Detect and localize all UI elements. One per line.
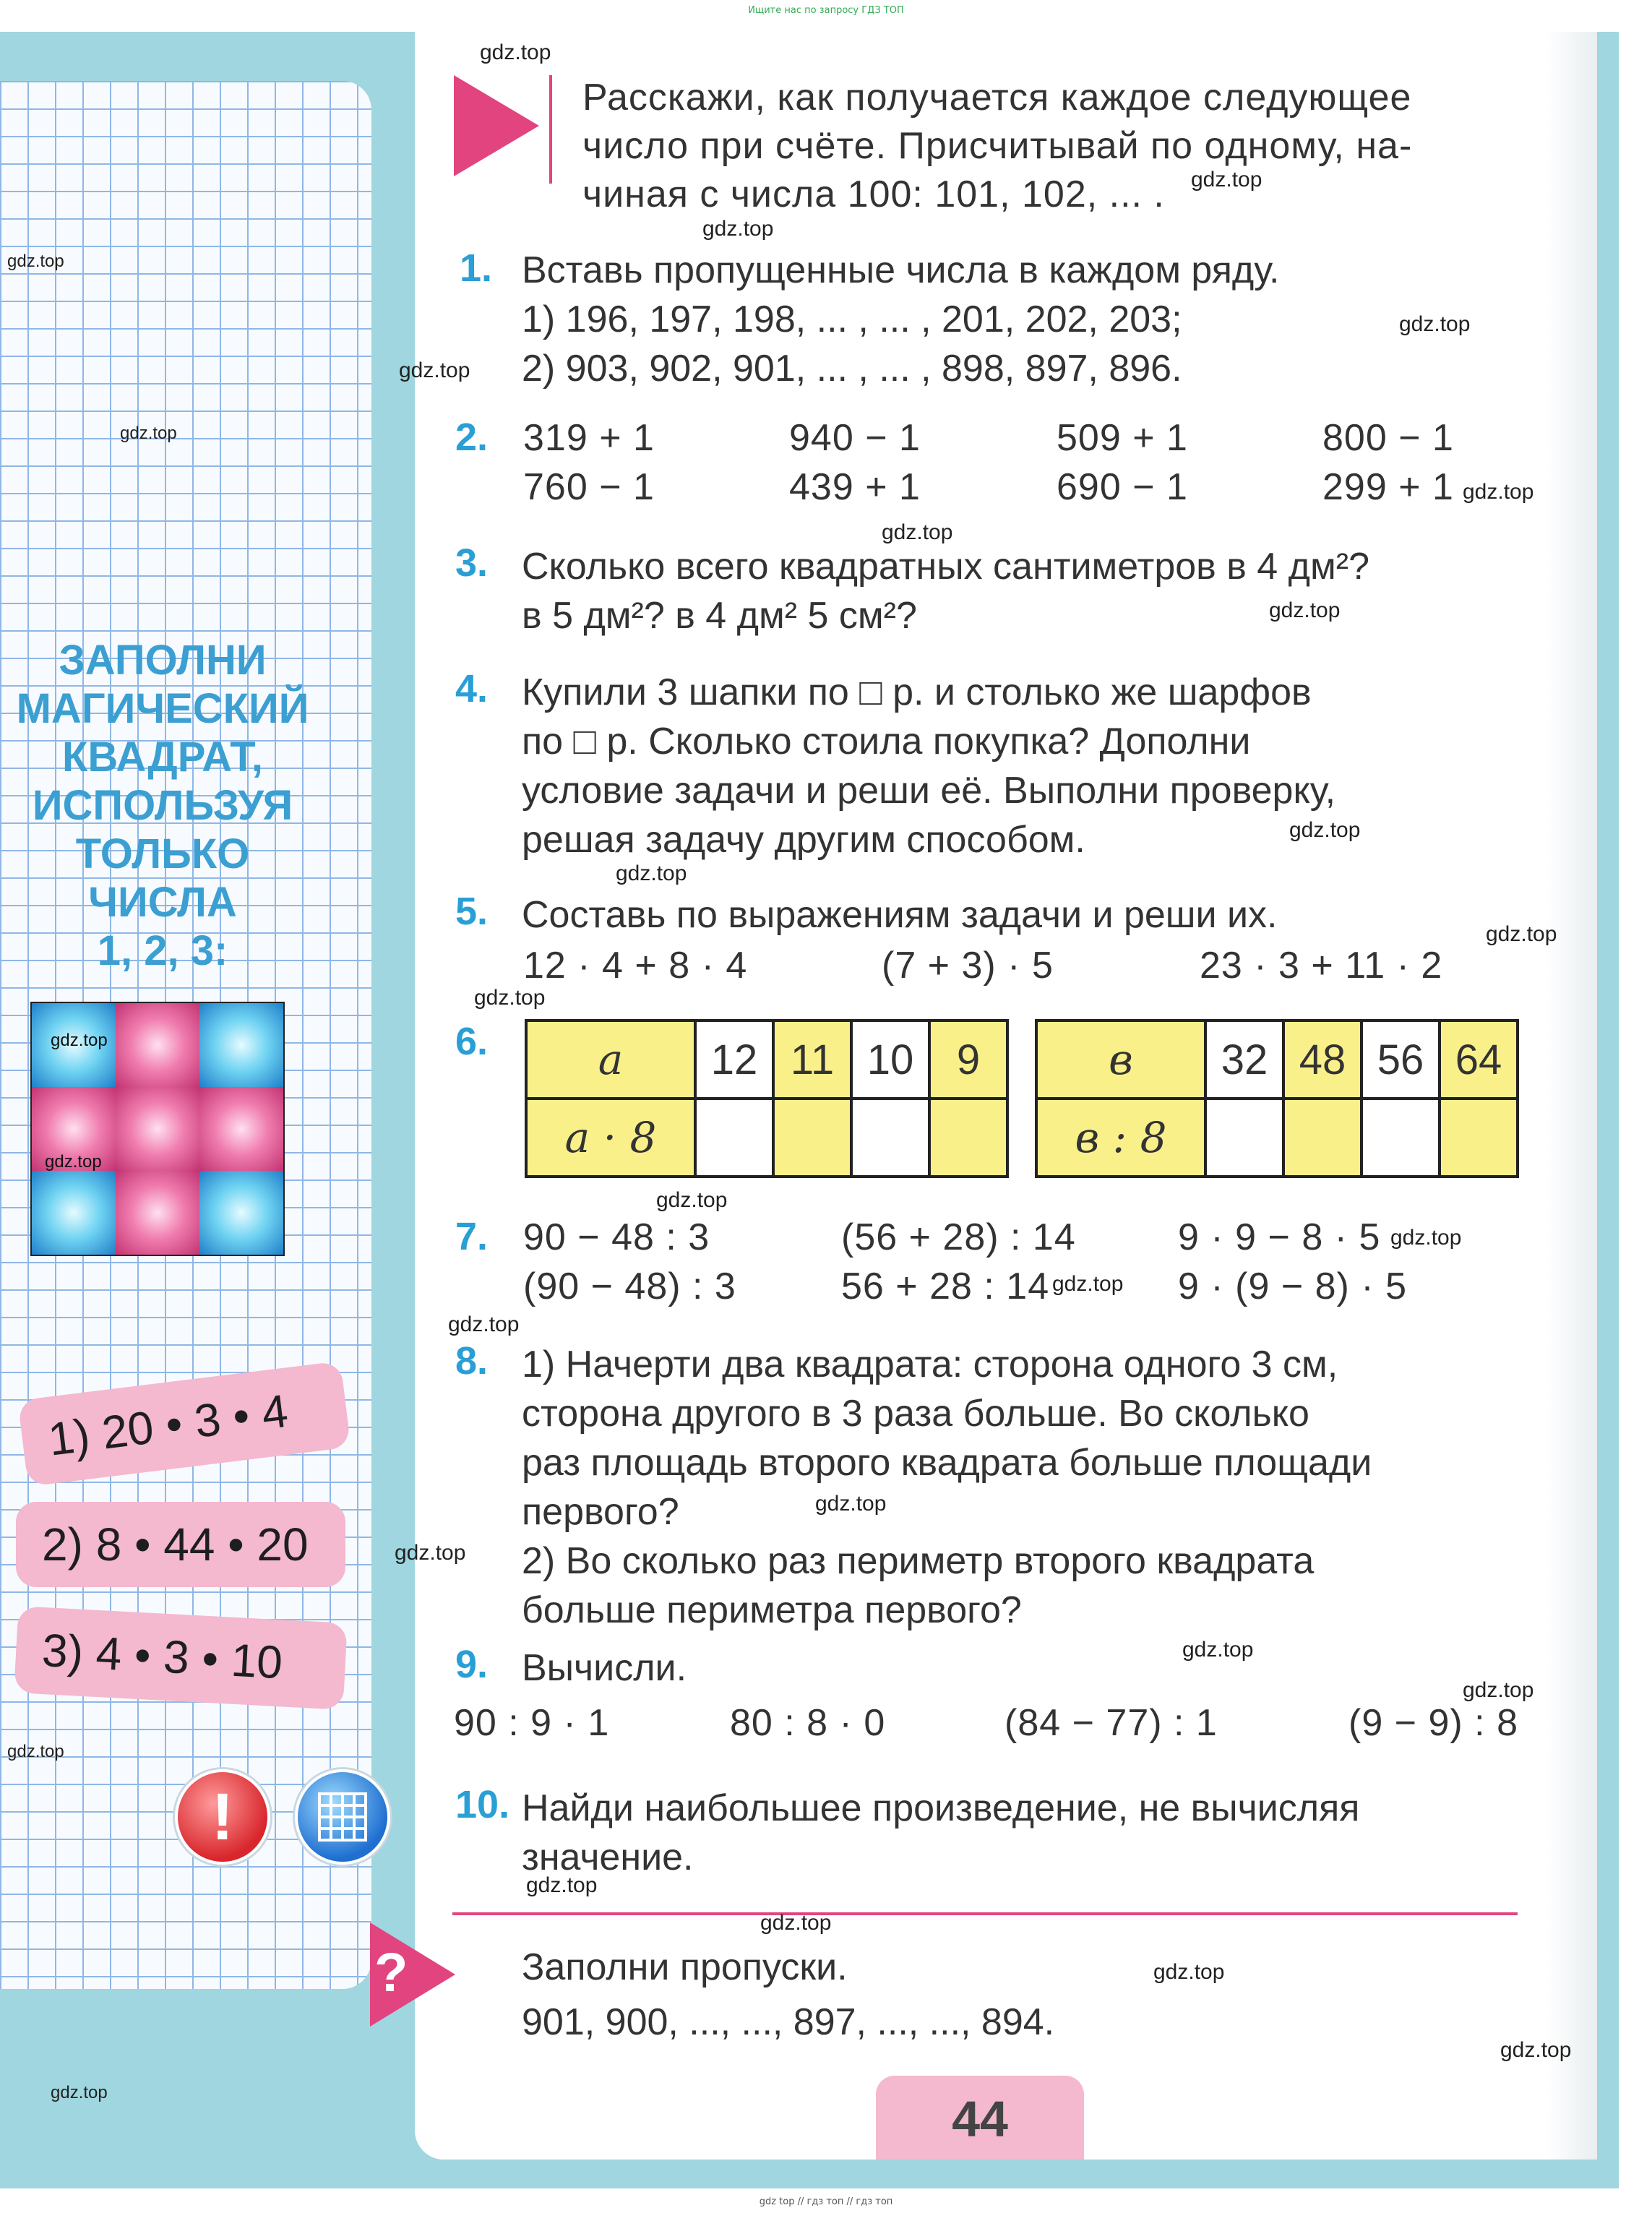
magic-square-cell [32, 1171, 116, 1255]
task-line: по □ р. Сколько стоила покупка? Дополни [522, 721, 1251, 762]
review-text [522, 1940, 1054, 2050]
task-line: 1) 196, 197, 198, ... , ... , 201, 202, 203; [522, 298, 1182, 340]
watermark: gdz.top [815, 1492, 887, 1516]
table-head: a [526, 1020, 695, 1099]
expression: 80 : 8 · 0 [730, 1702, 886, 1744]
watermark: gdz.top [395, 1541, 466, 1565]
table-cell: 32 [1205, 1020, 1283, 1099]
intro-line: Расскажи, как получается каждое следующее [582, 77, 1412, 119]
task-10-text [522, 1784, 1359, 1882]
sidebar-title-line: ИСПОЛЬЗУЯ [32, 782, 293, 829]
exclamation-icon: ! [175, 1769, 270, 1865]
watermark: gdz.top [45, 1152, 102, 1172]
expression: 299 + 1 [1322, 466, 1454, 508]
sidebar-title-line: МАГИЧЕСКИЙ [16, 685, 309, 732]
expression: 800 − 1 [1322, 417, 1454, 459]
table-cell: 64 [1440, 1020, 1518, 1099]
task-line: Сколько всего квадратных сантиметров в 4 дм²? [522, 546, 1369, 588]
task-number: 7. [455, 1215, 489, 1258]
table-a [525, 1019, 1009, 1178]
page-number: 44 [876, 2076, 1084, 2160]
expression: 509 + 1 [1057, 417, 1188, 459]
watermark: gdz.top [7, 252, 64, 271]
expression-strip-3: 3) 4 • 3 • 10 [14, 1606, 348, 1710]
table-cell: 10 [851, 1020, 929, 1099]
task-number: 8. [455, 1339, 489, 1383]
watermark: gdz.top [1486, 922, 1557, 946]
magic-square-cell [116, 1171, 199, 1255]
expression: 12 · 4 + 8 · 4 [523, 945, 748, 987]
sidebar-title-line: КВАДРАТ, [61, 734, 264, 781]
expression: (84 − 77) : 1 [1004, 1702, 1218, 1744]
review-line: Заполни пропуски. [522, 1946, 848, 1988]
task-line: раз площадь второго квадрата больше площади [522, 1442, 1372, 1484]
expression: 56 + 28 : 14 [841, 1266, 1050, 1307]
watermark: gdz.top [1399, 312, 1471, 336]
watermark: gdz.top [1269, 598, 1341, 622]
watermark: gdz.top [51, 2083, 108, 2102]
task-number: 1. [460, 246, 493, 290]
task-number: 10. [455, 1783, 510, 1826]
task-number: 6. [455, 1020, 489, 1063]
watermark: gdz.top [51, 1031, 108, 1050]
expression: 690 − 1 [1057, 466, 1188, 508]
watermark: gdz.top [1182, 1638, 1254, 1662]
table-cell-empty[interactable] [851, 1099, 929, 1177]
task-8-text [522, 1340, 1372, 1635]
task-number: 5. [455, 890, 489, 933]
expression: 90 − 48 : 3 [523, 1216, 710, 1258]
table-cell: 56 [1361, 1020, 1440, 1099]
expression: 760 − 1 [523, 466, 655, 508]
task-9-text: Вычисли. [522, 1647, 687, 1689]
watermark: gdz.top [1153, 1960, 1225, 1984]
task-number: 3. [455, 541, 489, 585]
expression-strip-2: 2) 8 • 44 • 20 [16, 1502, 345, 1587]
watermark: gdz.top [474, 986, 546, 1010]
table-head: a · 8 [526, 1099, 695, 1177]
watermark: gdz.top [760, 1911, 832, 1935]
expression: 90 : 9 · 1 [454, 1702, 610, 1744]
table-cell-empty[interactable] [1440, 1099, 1518, 1177]
magic-square-cell [116, 1003, 199, 1087]
task-line: сторона другого в 3 раза больше. Во сколько [522, 1393, 1309, 1435]
sidebar-title-line: 1, 2, 3: [97, 927, 228, 974]
intro-text [582, 74, 1522, 219]
watermark: gdz.top [1390, 1226, 1462, 1250]
table-cell: 11 [773, 1020, 851, 1099]
expression: (9 − 9) : 8 [1348, 1702, 1518, 1744]
task-line: Купили 3 шапки по □ р. и столько же шарфов [522, 671, 1312, 713]
section-divider [452, 1912, 1518, 1915]
bottom-banner: gdz top // гдз топ // гдз топ [759, 2196, 893, 2207]
task-line: решая задачу другим способом. [522, 819, 1085, 861]
magic-square-cell [199, 1171, 283, 1255]
task-5-text: Составь по выражениям задачи и реши их. [522, 894, 1278, 936]
expression: 9 · (9 − 8) · 5 [1178, 1266, 1407, 1307]
table-b [1035, 1019, 1519, 1178]
watermark: gdz.top [1052, 1272, 1124, 1296]
page-spine-shade [1546, 32, 1597, 2160]
expression-strip-1: 1) 20 • 3 • 4 [17, 1361, 350, 1487]
task-line: 1) Начерти два квадрата: сторона одного 3 см, [522, 1344, 1338, 1385]
task-3-text [522, 542, 1369, 640]
play-triangle-icon [454, 75, 539, 176]
watermark: gdz.top [882, 520, 953, 544]
sidebar-title [14, 636, 311, 975]
watermark: gdz.top [120, 424, 177, 443]
expression: (7 + 3) · 5 [882, 945, 1054, 987]
table-cell-empty[interactable] [1283, 1099, 1361, 1177]
grid-icon [295, 1769, 390, 1865]
expression: (90 − 48) : 3 [523, 1266, 736, 1307]
task-line: 2) Во сколько раз периметр второго квадрата [522, 1540, 1315, 1582]
task-line: 2) 903, 902, 901, ... , ... , 898, 897, 896. [522, 348, 1182, 390]
expression: 319 + 1 [523, 417, 655, 459]
table-cell-empty[interactable] [695, 1099, 773, 1177]
task-4-text [522, 668, 1335, 864]
watermark: gdz.top [656, 1188, 728, 1212]
task-line: Вставь пропущенные числа в каждом ряду. [522, 249, 1280, 291]
watermark: gdz.top [480, 40, 551, 64]
sidebar-title-line: ЗАПОЛНИ [59, 637, 267, 684]
magic-square-cell [199, 1003, 283, 1087]
top-banner: Ищите нас по запросу ГДЗ ТОП [748, 5, 904, 16]
review-line: 901, 900, ..., ..., 897, ..., ..., 894. [522, 2001, 1055, 2043]
watermark: gdz.top [399, 358, 470, 382]
expression: 439 + 1 [789, 466, 921, 508]
intro-line: число при счёте. Присчитывай по одному, на- [582, 125, 1413, 167]
magic-square-cell [116, 1087, 199, 1171]
task-line: Найди наибольшее произведение, не вычисляя [522, 1787, 1360, 1829]
watermark: gdz.top [7, 1742, 64, 1761]
table-cell-empty[interactable] [929, 1099, 1007, 1177]
intro-line: чиная с числа 100: 101, 102, ... . [582, 173, 1165, 215]
task-line: первого? [522, 1491, 679, 1533]
watermark: gdz.top [1463, 1678, 1534, 1702]
table-cell-empty[interactable] [1361, 1099, 1440, 1177]
table-cell: 12 [695, 1020, 773, 1099]
expression: (56 + 28) : 14 [841, 1216, 1076, 1258]
table-cell: 48 [1283, 1020, 1361, 1099]
sidebar-title-line: ТОЛЬКО [75, 830, 250, 877]
watermark: gdz.top [1500, 2038, 1572, 2062]
watermark: gdz.top [1463, 480, 1534, 504]
task-line: в 5 дм²? в 4 дм² 5 см²? [522, 595, 917, 637]
table-head: в [1036, 1020, 1205, 1099]
task-number: 2. [455, 416, 489, 459]
task-line: значение. [522, 1836, 694, 1878]
task-number: 9. [455, 1643, 489, 1686]
watermark: gdz.top [1289, 818, 1361, 842]
watermark: gdz.top [526, 1873, 598, 1897]
expression: 9 · 9 − 8 · 5 [1178, 1216, 1381, 1258]
task-number: 4. [455, 667, 489, 710]
watermark: gdz.top [702, 217, 774, 241]
watermark: gdz.top [616, 861, 687, 885]
table-cell: 9 [929, 1020, 1007, 1099]
watermark: gdz.top [448, 1312, 520, 1336]
watermark: gdz.top [1191, 168, 1262, 192]
table-head: в : 8 [1036, 1099, 1205, 1177]
task-1-text [522, 246, 1280, 393]
table-cell-empty[interactable] [773, 1099, 851, 1177]
task-line: условие задачи и реши её. Выполни проверку, [522, 770, 1336, 812]
table-cell-empty[interactable] [1205, 1099, 1283, 1177]
expression: 940 − 1 [789, 417, 921, 459]
expression: 23 · 3 + 11 · 2 [1200, 945, 1443, 987]
magic-square-cell [199, 1087, 283, 1171]
sidebar-title-line: ЧИСЛА [88, 879, 237, 926]
question-mark: ? [374, 1942, 408, 2003]
intro-divider [549, 75, 552, 184]
task-line: больше периметра первого? [522, 1589, 1022, 1631]
